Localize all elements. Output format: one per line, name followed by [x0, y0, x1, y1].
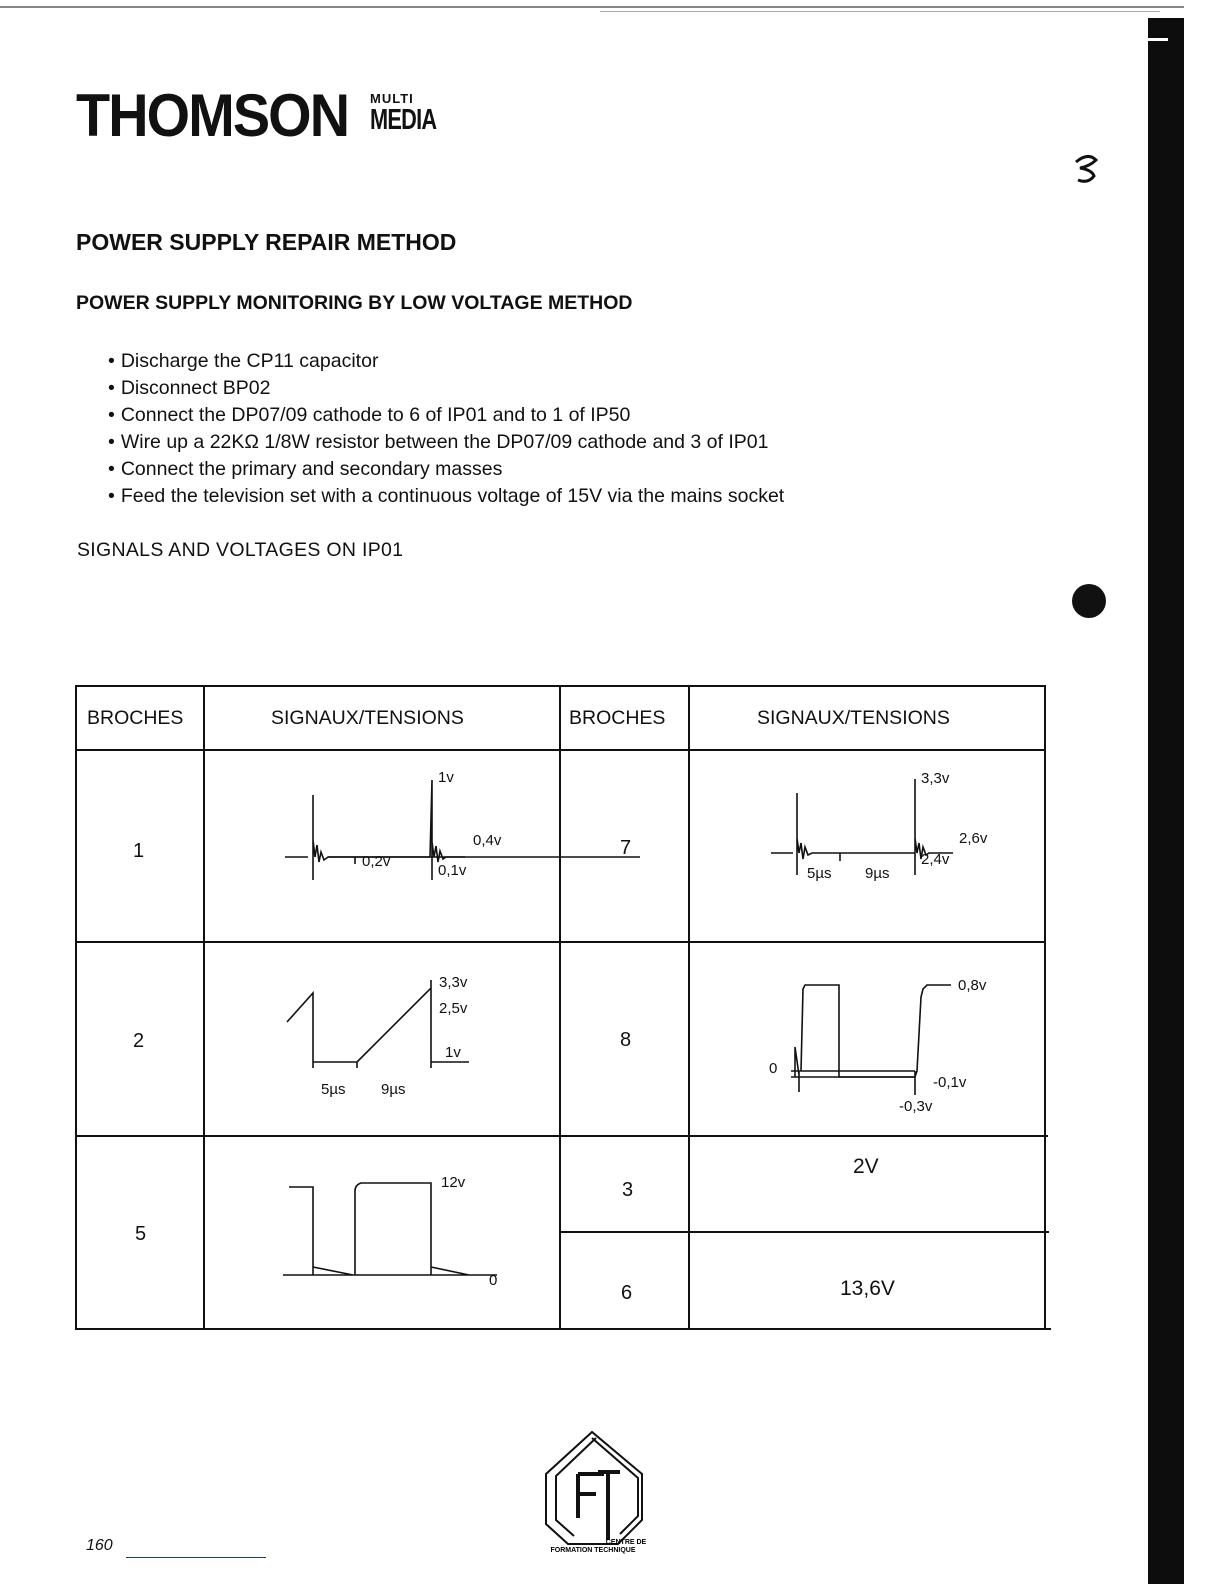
table-header-divider	[75, 749, 1046, 751]
waveform-line	[287, 980, 469, 1068]
table-row-divider	[561, 1231, 1049, 1233]
label-9us: 9µs	[865, 865, 890, 882]
label-0-2v: 0,2v	[362, 853, 391, 870]
scan-edge-notch	[1148, 38, 1168, 41]
brand-logo	[76, 82, 437, 149]
header-probes: BROCHES	[87, 707, 184, 729]
brand-sub-media: MEDIA	[370, 104, 437, 136]
waveform-probe-1	[280, 769, 502, 910]
label-5us: 5µs	[807, 865, 832, 882]
table-row-divider	[75, 941, 1046, 943]
logo-text-1: CENTRE DE	[605, 1539, 647, 1546]
waveform-probe-7	[765, 770, 1005, 903]
scan-edge-top	[0, 6, 1184, 8]
waveform-line	[771, 793, 915, 875]
probe-7: 7	[620, 837, 632, 859]
label-2-4v: 2,4v	[921, 851, 950, 868]
cft-logo	[538, 1428, 648, 1556]
probe-6: 6	[621, 1282, 633, 1304]
list-item: • Connect the primary and secondary masses	[108, 456, 784, 483]
waveform-probe-2	[283, 968, 503, 1108]
punch-hole	[1072, 584, 1106, 618]
list-item: • Connect the DP07/09 cathode to 6 of IP01 and to 1 of IP50	[108, 402, 784, 429]
label-0-4v: 0,4v	[473, 832, 502, 849]
table-divider-v1	[203, 685, 205, 1330]
label-9us: 9µs	[381, 1081, 406, 1098]
label-1v: 1v	[438, 769, 454, 786]
list-item: • Disconnect BP02	[108, 375, 784, 402]
probe-5: 5	[135, 1223, 147, 1245]
waveform-line	[791, 985, 951, 1095]
value-probe-6: 13,6V	[840, 1277, 895, 1300]
label-5us: 5µs	[321, 1081, 346, 1098]
label-0: 0	[769, 1060, 778, 1077]
label-0-1v: 0,1v	[438, 862, 467, 879]
logo-text-2: FORMATION TECHNIQUE	[550, 1547, 636, 1554]
table-border-bottom	[75, 1328, 1051, 1330]
table-border-left	[75, 685, 77, 1330]
brand-sub	[370, 92, 458, 135]
label-minus-0-3v: -0,3v	[899, 1098, 933, 1115]
probe-8: 8	[620, 1029, 632, 1051]
page-title: POWER SUPPLY REPAIR METHOD	[76, 229, 457, 255]
label-0-8v: 0,8v	[958, 977, 987, 994]
label-3-3v: 3,3v	[921, 770, 950, 787]
label-3-3v: 3,3v	[439, 974, 468, 991]
label-0: 0	[489, 1272, 498, 1289]
probe-1: 1	[133, 840, 145, 862]
label-12v: 12v	[441, 1174, 466, 1191]
scan-edge-right	[1148, 18, 1184, 1584]
page-number: 160	[86, 1537, 113, 1554]
steps-list	[108, 348, 784, 510]
list-item: • Feed the television set with a continuous voltage of 15V via the mains socket	[108, 483, 784, 510]
table-row-divider	[75, 1135, 1048, 1137]
page-number-underline	[126, 1557, 266, 1558]
waveform-probe8	[765, 967, 1025, 1117]
list-item: • Wire up a 22KΩ 1/8W resistor between the DP07/09 cathode and 3 of IP01	[108, 429, 784, 456]
brand-name: THOMSON	[76, 82, 349, 149]
probe-2: 2	[133, 1030, 145, 1052]
list-item: • Discharge the CP11 capacitor	[108, 348, 784, 375]
table-divider-v2	[559, 685, 561, 1330]
header-signals: SIGNAUX/TENSIONS	[271, 707, 464, 729]
label-1v: 1v	[445, 1044, 461, 1061]
scan-edge-top-2	[600, 11, 1160, 12]
brand-sub-multi: MULTI	[370, 91, 414, 106]
signals-table	[75, 685, 1046, 1330]
section-title: POWER SUPPLY MONITORING BY LOW VOLTAGE METHOD	[76, 292, 633, 314]
label-2-6v: 2,6v	[959, 830, 988, 847]
table-border-right	[1044, 685, 1046, 1330]
table-divider-v3	[688, 685, 690, 1330]
label-2-5v: 2,5v	[439, 1000, 468, 1017]
header-probes: BROCHES	[569, 707, 666, 729]
handwritten-mark	[1070, 150, 1104, 190]
value-probe-3: 2V	[853, 1155, 879, 1178]
waveform-probe-5	[279, 1175, 519, 1305]
signals-heading: SIGNALS AND VOLTAGES ON IP01	[77, 539, 404, 561]
header-signals: SIGNAUX/TENSIONS	[757, 707, 950, 729]
waveform-line	[283, 1183, 497, 1275]
label-minus-0-1v: -0,1v	[933, 1074, 967, 1091]
probe-3: 3	[622, 1179, 634, 1201]
